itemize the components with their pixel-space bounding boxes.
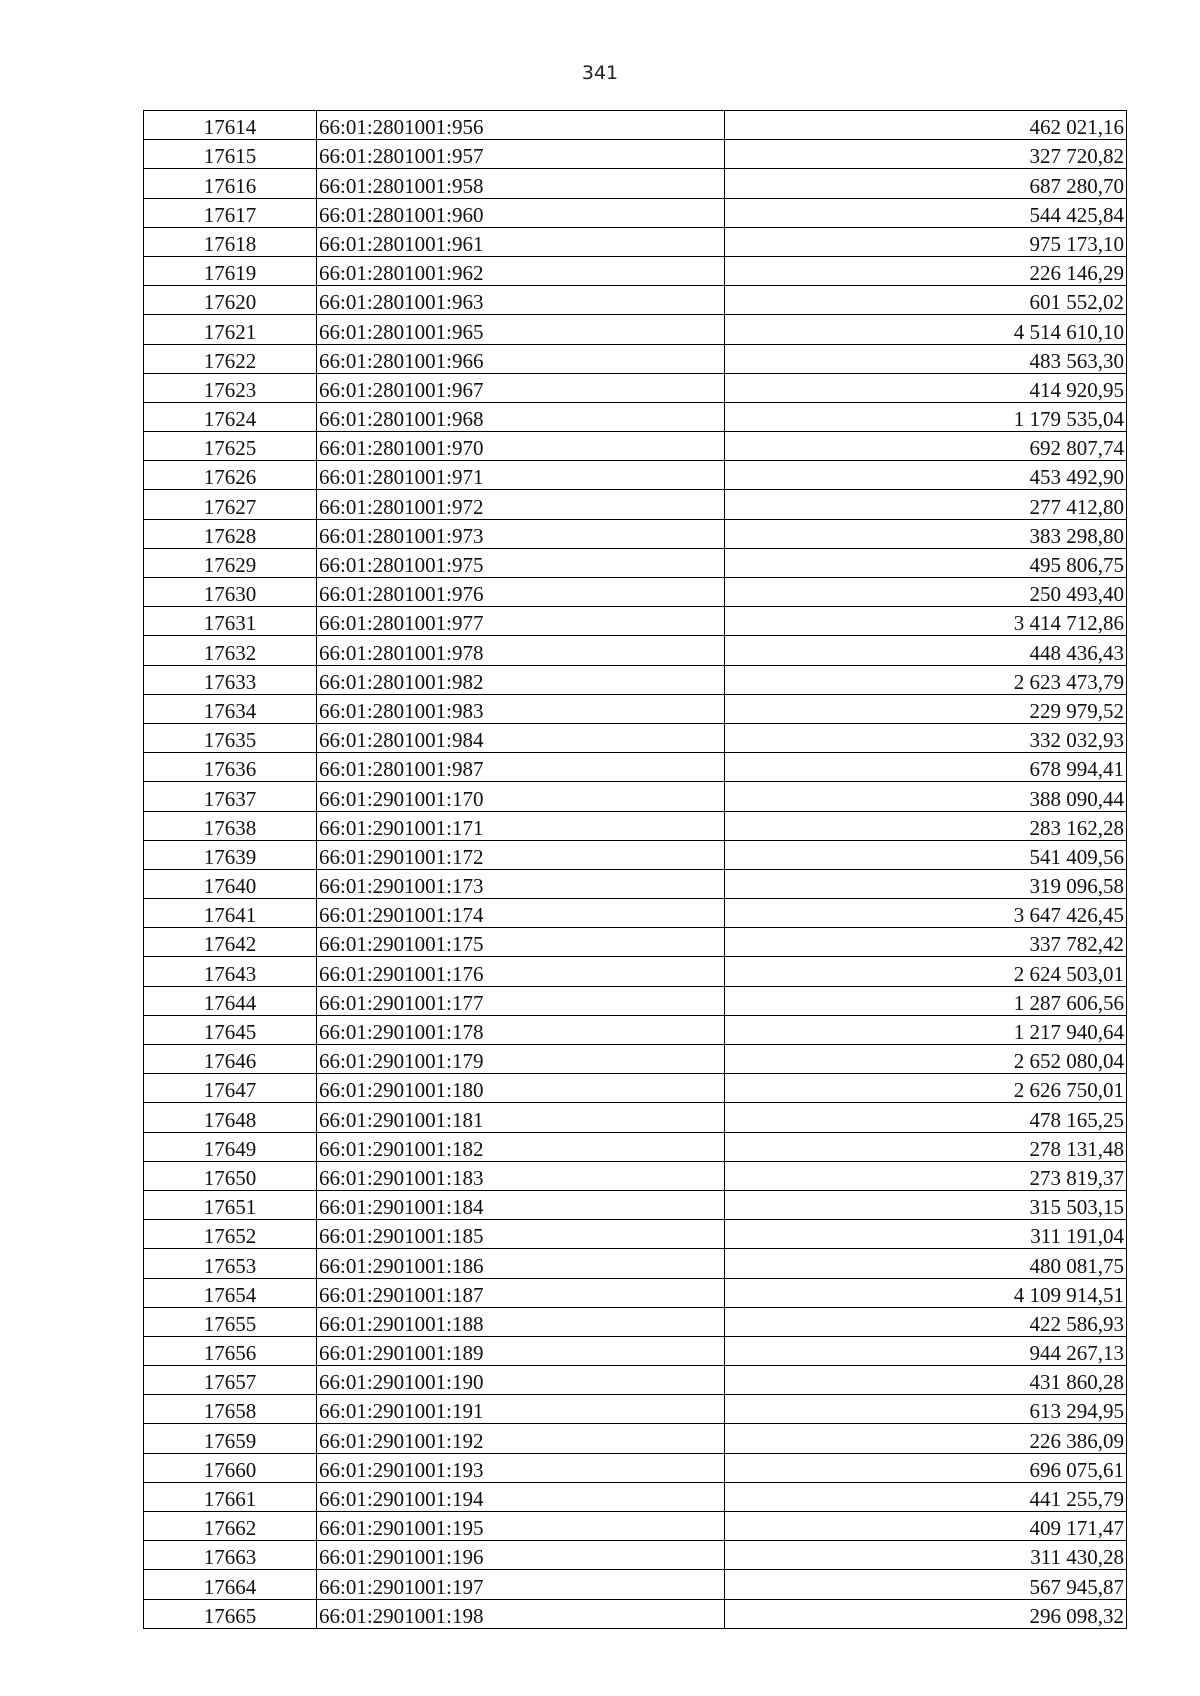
row-number-cell: 17616 bbox=[144, 169, 317, 198]
row-number-cell: 17627 bbox=[144, 490, 317, 519]
table-row bbox=[144, 373, 1127, 402]
table-row bbox=[144, 461, 1127, 490]
table-row bbox=[144, 1103, 1127, 1132]
table-row bbox=[144, 1161, 1127, 1190]
cadastral-value-cell: 4 109 914,51 bbox=[725, 1278, 1127, 1307]
row-number-cell: 17637 bbox=[144, 782, 317, 811]
cadastral-number-cell: 66:01:2801001:963 bbox=[317, 286, 725, 315]
row-number-cell: 17620 bbox=[144, 286, 317, 315]
row-number-cell: 17661 bbox=[144, 1482, 317, 1511]
cadastral-value-cell: 273 819,37 bbox=[725, 1161, 1127, 1190]
cadastral-number-cell: 66:01:2801001:956 bbox=[317, 111, 725, 140]
cadastral-number-cell: 66:01:2901001:184 bbox=[317, 1190, 725, 1219]
cadastral-number-cell: 66:01:2901001:198 bbox=[317, 1599, 725, 1628]
table-row bbox=[144, 1541, 1127, 1570]
row-number-cell: 17650 bbox=[144, 1161, 317, 1190]
row-number-cell: 17641 bbox=[144, 899, 317, 928]
row-number-cell: 17617 bbox=[144, 198, 317, 227]
row-number-cell: 17633 bbox=[144, 665, 317, 694]
cadastral-value-cell: 327 720,82 bbox=[725, 140, 1127, 169]
row-number-cell: 17634 bbox=[144, 694, 317, 723]
cadastral-value-cell: 431 860,28 bbox=[725, 1366, 1127, 1395]
cadastral-value-cell: 687 280,70 bbox=[725, 169, 1127, 198]
row-number-cell: 17618 bbox=[144, 227, 317, 256]
table-row bbox=[144, 286, 1127, 315]
cadastral-value-cell: 2 623 473,79 bbox=[725, 665, 1127, 694]
table-row bbox=[144, 723, 1127, 752]
table-row bbox=[144, 111, 1127, 140]
cadastral-number-cell: 66:01:2801001:972 bbox=[317, 490, 725, 519]
cadastral-number-cell: 66:01:2901001:179 bbox=[317, 1045, 725, 1074]
cadastral-number-cell: 66:01:2801001:961 bbox=[317, 227, 725, 256]
cadastral-value-cell: 311 191,04 bbox=[725, 1220, 1127, 1249]
cadastral-value-cell: 678 994,41 bbox=[725, 753, 1127, 782]
cadastral-value-cell: 601 552,02 bbox=[725, 286, 1127, 315]
cadastral-value-cell: 478 165,25 bbox=[725, 1103, 1127, 1132]
cadastral-number-cell: 66:01:2901001:188 bbox=[317, 1307, 725, 1336]
cadastral-value-cell: 1 217 940,64 bbox=[725, 1015, 1127, 1044]
cadastral-number-cell: 66:01:2901001:193 bbox=[317, 1453, 725, 1482]
cadastral-number-cell: 66:01:2801001:958 bbox=[317, 169, 725, 198]
cadastral-number-cell: 66:01:2801001:987 bbox=[317, 753, 725, 782]
row-number-cell: 17656 bbox=[144, 1336, 317, 1365]
registry-table bbox=[143, 110, 1127, 1629]
cadastral-value-cell: 453 492,90 bbox=[725, 461, 1127, 490]
row-number-cell: 17626 bbox=[144, 461, 317, 490]
cadastral-value-cell: 226 386,09 bbox=[725, 1424, 1127, 1453]
cadastral-value-cell: 277 412,80 bbox=[725, 490, 1127, 519]
table-row bbox=[144, 1015, 1127, 1044]
cadastral-number-cell: 66:01:2901001:195 bbox=[317, 1512, 725, 1541]
cadastral-value-cell: 441 255,79 bbox=[725, 1482, 1127, 1511]
row-number-cell: 17659 bbox=[144, 1424, 317, 1453]
registry-table-container bbox=[143, 110, 1127, 1629]
table-row bbox=[144, 1424, 1127, 1453]
cadastral-number-cell: 66:01:2901001:172 bbox=[317, 840, 725, 869]
cadastral-number-cell: 66:01:2901001:173 bbox=[317, 869, 725, 898]
cadastral-number-cell: 66:01:2801001:967 bbox=[317, 373, 725, 402]
table-row bbox=[144, 1453, 1127, 1482]
row-number-cell: 17662 bbox=[144, 1512, 317, 1541]
row-number-cell: 17655 bbox=[144, 1307, 317, 1336]
row-number-cell: 17658 bbox=[144, 1395, 317, 1424]
cadastral-value-cell: 495 806,75 bbox=[725, 548, 1127, 577]
cadastral-value-cell: 448 436,43 bbox=[725, 636, 1127, 665]
cadastral-number-cell: 66:01:2901001:185 bbox=[317, 1220, 725, 1249]
row-number-cell: 17638 bbox=[144, 811, 317, 840]
row-number-cell: 17623 bbox=[144, 373, 317, 402]
cadastral-number-cell: 66:01:2801001:957 bbox=[317, 140, 725, 169]
row-number-cell: 17625 bbox=[144, 432, 317, 461]
table-row bbox=[144, 840, 1127, 869]
cadastral-number-cell: 66:01:2901001:174 bbox=[317, 899, 725, 928]
row-number-cell: 17635 bbox=[144, 723, 317, 752]
cadastral-value-cell: 226 146,29 bbox=[725, 256, 1127, 285]
cadastral-number-cell: 66:01:2901001:180 bbox=[317, 1074, 725, 1103]
row-number-cell: 17646 bbox=[144, 1045, 317, 1074]
table-row bbox=[144, 432, 1127, 461]
row-number-cell: 17622 bbox=[144, 344, 317, 373]
row-number-cell: 17660 bbox=[144, 1453, 317, 1482]
table-row bbox=[144, 811, 1127, 840]
cadastral-value-cell: 388 090,44 bbox=[725, 782, 1127, 811]
cadastral-value-cell: 3 647 426,45 bbox=[725, 899, 1127, 928]
cadastral-number-cell: 66:01:2801001:970 bbox=[317, 432, 725, 461]
table-row bbox=[144, 1570, 1127, 1599]
cadastral-number-cell: 66:01:2901001:196 bbox=[317, 1541, 725, 1570]
cadastral-value-cell: 319 096,58 bbox=[725, 869, 1127, 898]
table-row bbox=[144, 1366, 1127, 1395]
table-row bbox=[144, 315, 1127, 344]
table-row bbox=[144, 1220, 1127, 1249]
cadastral-number-cell: 66:01:2801001:971 bbox=[317, 461, 725, 490]
cadastral-number-cell: 66:01:2901001:175 bbox=[317, 928, 725, 957]
cadastral-value-cell: 2 652 080,04 bbox=[725, 1045, 1127, 1074]
table-row bbox=[144, 1074, 1127, 1103]
table-row bbox=[144, 869, 1127, 898]
table-row bbox=[144, 957, 1127, 986]
row-number-cell: 17621 bbox=[144, 315, 317, 344]
table-row bbox=[144, 1278, 1127, 1307]
table-row bbox=[144, 1512, 1127, 1541]
cadastral-number-cell: 66:01:2801001:982 bbox=[317, 665, 725, 694]
cadastral-number-cell: 66:01:2901001:181 bbox=[317, 1103, 725, 1132]
table-row bbox=[144, 1336, 1127, 1365]
row-number-cell: 17642 bbox=[144, 928, 317, 957]
table-row bbox=[144, 402, 1127, 431]
cadastral-number-cell: 66:01:2901001:191 bbox=[317, 1395, 725, 1424]
table-row bbox=[144, 694, 1127, 723]
row-number-cell: 17619 bbox=[144, 256, 317, 285]
row-number-cell: 17628 bbox=[144, 519, 317, 548]
cadastral-value-cell: 383 298,80 bbox=[725, 519, 1127, 548]
row-number-cell: 17653 bbox=[144, 1249, 317, 1278]
cadastral-value-cell: 1 287 606,56 bbox=[725, 986, 1127, 1015]
row-number-cell: 17644 bbox=[144, 986, 317, 1015]
cadastral-value-cell: 2 626 750,01 bbox=[725, 1074, 1127, 1103]
cadastral-number-cell: 66:01:2801001:960 bbox=[317, 198, 725, 227]
table-row bbox=[144, 1482, 1127, 1511]
cadastral-number-cell: 66:01:2801001:966 bbox=[317, 344, 725, 373]
cadastral-value-cell: 414 920,95 bbox=[725, 373, 1127, 402]
row-number-cell: 17647 bbox=[144, 1074, 317, 1103]
cadastral-value-cell: 278 131,48 bbox=[725, 1132, 1127, 1161]
cadastral-value-cell: 409 171,47 bbox=[725, 1512, 1127, 1541]
row-number-cell: 17630 bbox=[144, 578, 317, 607]
cadastral-value-cell: 283 162,28 bbox=[725, 811, 1127, 840]
row-number-cell: 17654 bbox=[144, 1278, 317, 1307]
table-row bbox=[144, 578, 1127, 607]
cadastral-value-cell: 296 098,32 bbox=[725, 1599, 1127, 1628]
table-row bbox=[144, 928, 1127, 957]
cadastral-number-cell: 66:01:2901001:177 bbox=[317, 986, 725, 1015]
row-number-cell: 17639 bbox=[144, 840, 317, 869]
table-row bbox=[144, 1045, 1127, 1074]
table-row bbox=[144, 782, 1127, 811]
table-row bbox=[144, 1249, 1127, 1278]
table-row bbox=[144, 1307, 1127, 1336]
row-number-cell: 17651 bbox=[144, 1190, 317, 1219]
cadastral-number-cell: 66:01:2801001:973 bbox=[317, 519, 725, 548]
row-number-cell: 17643 bbox=[144, 957, 317, 986]
row-number-cell: 17631 bbox=[144, 607, 317, 636]
cadastral-number-cell: 66:01:2901001:197 bbox=[317, 1570, 725, 1599]
cadastral-value-cell: 311 430,28 bbox=[725, 1541, 1127, 1570]
cadastral-number-cell: 66:01:2801001:984 bbox=[317, 723, 725, 752]
cadastral-value-cell: 1 179 535,04 bbox=[725, 402, 1127, 431]
cadastral-number-cell: 66:01:2901001:182 bbox=[317, 1132, 725, 1161]
cadastral-value-cell: 462 021,16 bbox=[725, 111, 1127, 140]
cadastral-number-cell: 66:01:2801001:962 bbox=[317, 256, 725, 285]
cadastral-number-cell: 66:01:2901001:183 bbox=[317, 1161, 725, 1190]
cadastral-number-cell: 66:01:2901001:186 bbox=[317, 1249, 725, 1278]
cadastral-value-cell: 483 563,30 bbox=[725, 344, 1127, 373]
row-number-cell: 17648 bbox=[144, 1103, 317, 1132]
cadastral-value-cell: 332 032,93 bbox=[725, 723, 1127, 752]
table-row bbox=[144, 140, 1127, 169]
table-row bbox=[144, 665, 1127, 694]
table-row bbox=[144, 1132, 1127, 1161]
cadastral-value-cell: 2 624 503,01 bbox=[725, 957, 1127, 986]
row-number-cell: 17632 bbox=[144, 636, 317, 665]
table-row bbox=[144, 548, 1127, 577]
row-number-cell: 17652 bbox=[144, 1220, 317, 1249]
page-number: 341 bbox=[581, 62, 619, 84]
cadastral-number-cell: 66:01:2901001:190 bbox=[317, 1366, 725, 1395]
cadastral-number-cell: 66:01:2801001:968 bbox=[317, 402, 725, 431]
row-number-cell: 17663 bbox=[144, 1541, 317, 1570]
cadastral-value-cell: 315 503,15 bbox=[725, 1190, 1127, 1219]
row-number-cell: 17657 bbox=[144, 1366, 317, 1395]
cadastral-number-cell: 66:01:2801001:983 bbox=[317, 694, 725, 723]
table-row bbox=[144, 1599, 1127, 1628]
table-row bbox=[144, 1190, 1127, 1219]
cadastral-number-cell: 66:01:2901001:194 bbox=[317, 1482, 725, 1511]
row-number-cell: 17664 bbox=[144, 1570, 317, 1599]
table-row bbox=[144, 169, 1127, 198]
cadastral-value-cell: 692 807,74 bbox=[725, 432, 1127, 461]
cadastral-value-cell: 337 782,42 bbox=[725, 928, 1127, 957]
cadastral-number-cell: 66:01:2801001:976 bbox=[317, 578, 725, 607]
cadastral-value-cell: 613 294,95 bbox=[725, 1395, 1127, 1424]
cadastral-number-cell: 66:01:2801001:975 bbox=[317, 548, 725, 577]
table-row bbox=[144, 607, 1127, 636]
row-number-cell: 17629 bbox=[144, 548, 317, 577]
cadastral-number-cell: 66:01:2901001:170 bbox=[317, 782, 725, 811]
cadastral-value-cell: 975 173,10 bbox=[725, 227, 1127, 256]
cadastral-number-cell: 66:01:2901001:187 bbox=[317, 1278, 725, 1307]
table-row bbox=[144, 198, 1127, 227]
table-row bbox=[144, 344, 1127, 373]
cadastral-number-cell: 66:01:2901001:178 bbox=[317, 1015, 725, 1044]
row-number-cell: 17624 bbox=[144, 402, 317, 431]
table-row bbox=[144, 227, 1127, 256]
table-row bbox=[144, 1395, 1127, 1424]
cadastral-value-cell: 944 267,13 bbox=[725, 1336, 1127, 1365]
cadastral-value-cell: 480 081,75 bbox=[725, 1249, 1127, 1278]
cadastral-value-cell: 229 979,52 bbox=[725, 694, 1127, 723]
table-row bbox=[144, 986, 1127, 1015]
cadastral-number-cell: 66:01:2901001:176 bbox=[317, 957, 725, 986]
row-number-cell: 17640 bbox=[144, 869, 317, 898]
table-row bbox=[144, 519, 1127, 548]
cadastral-value-cell: 696 075,61 bbox=[725, 1453, 1127, 1482]
cadastral-value-cell: 541 409,56 bbox=[725, 840, 1127, 869]
row-number-cell: 17645 bbox=[144, 1015, 317, 1044]
cadastral-number-cell: 66:01:2801001:978 bbox=[317, 636, 725, 665]
row-number-cell: 17649 bbox=[144, 1132, 317, 1161]
cadastral-number-cell: 66:01:2901001:171 bbox=[317, 811, 725, 840]
table-row bbox=[144, 490, 1127, 519]
cadastral-number-cell: 66:01:2901001:189 bbox=[317, 1336, 725, 1365]
row-number-cell: 17636 bbox=[144, 753, 317, 782]
cadastral-value-cell: 3 414 712,86 bbox=[725, 607, 1127, 636]
registry-table-body bbox=[144, 111, 1127, 1629]
cadastral-value-cell: 422 586,93 bbox=[725, 1307, 1127, 1336]
table-row bbox=[144, 636, 1127, 665]
table-row bbox=[144, 753, 1127, 782]
table-row bbox=[144, 899, 1127, 928]
cadastral-number-cell: 66:01:2901001:192 bbox=[317, 1424, 725, 1453]
cadastral-value-cell: 4 514 610,10 bbox=[725, 315, 1127, 344]
cadastral-value-cell: 567 945,87 bbox=[725, 1570, 1127, 1599]
row-number-cell: 17615 bbox=[144, 140, 317, 169]
cadastral-value-cell: 544 425,84 bbox=[725, 198, 1127, 227]
cadastral-value-cell: 250 493,40 bbox=[725, 578, 1127, 607]
row-number-cell: 17614 bbox=[144, 111, 317, 140]
row-number-cell: 17665 bbox=[144, 1599, 317, 1628]
table-row bbox=[144, 256, 1127, 285]
cadastral-number-cell: 66:01:2801001:977 bbox=[317, 607, 725, 636]
cadastral-number-cell: 66:01:2801001:965 bbox=[317, 315, 725, 344]
